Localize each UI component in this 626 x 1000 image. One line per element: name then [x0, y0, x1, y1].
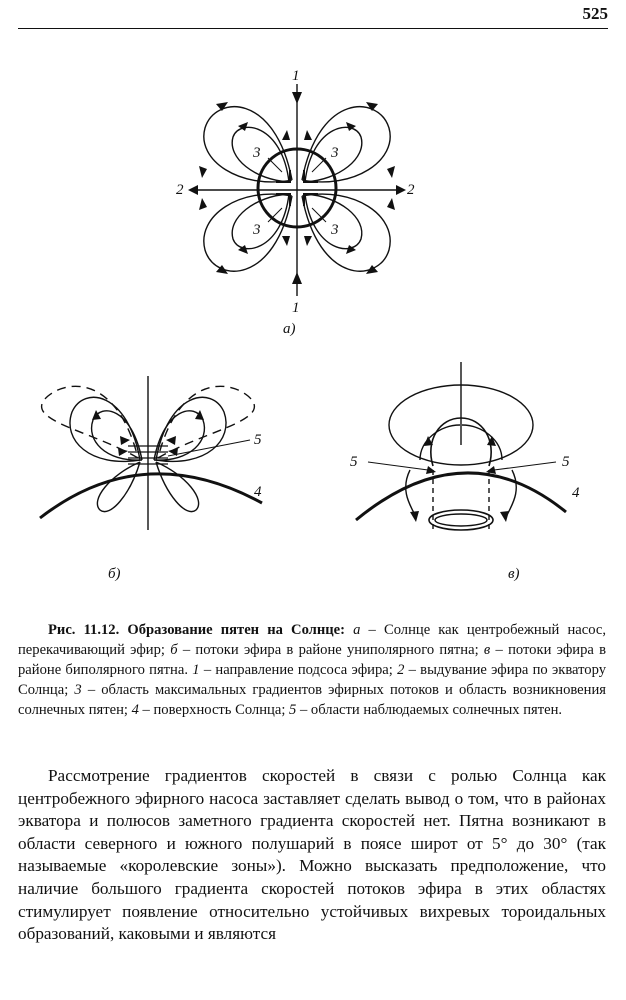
- figure-caption: [18, 620, 606, 720]
- panel-label-b: б): [108, 566, 121, 582]
- label-3-br: 3: [331, 222, 339, 238]
- panel-b-diagram: [40, 376, 262, 530]
- caption-key: 5: [289, 702, 297, 718]
- label-2-left: 2: [176, 182, 184, 198]
- panel-label-a: а): [283, 321, 296, 337]
- loop-right-low: [156, 462, 199, 512]
- label-3-tr: 3: [331, 145, 339, 161]
- caption-text: – выдувание эфира по экватору Солнца;: [18, 662, 607, 698]
- panel-label-c: в): [508, 566, 520, 582]
- body-paragraph: Рассмотрение градиентов скоростей в связи с ролью Солнца как центробежного эфирного насоса заставляет сделать вывод о том, что в районах экватора и полюсов заметного градиента скоростей нет. Пятна возникают в области северного и южного полушарий в поясе широт от 5° до 30° (так называемые «королевские зоны»). Можно высказать предположение, что наличие большого градиента скоростей потоков эфира в этих областях стимулирует появление относительно устойчивых вихревых тороидальных образований, каковыми и являются: [18, 766, 606, 944]
- caption-text: – область максимальных градиентов эфирных потоков и область возникновения солнечных пятен;: [18, 682, 606, 718]
- caption-text: – потоки эфира в районе биполярного пятна.: [18, 642, 607, 678]
- outer-loop-bl: [204, 194, 292, 271]
- caption-key: а: [353, 622, 361, 638]
- caption-key: 3: [74, 682, 82, 698]
- outer-loop-tr: [302, 107, 390, 182]
- panel-c-diagram: [356, 362, 566, 530]
- caption-key: в: [483, 642, 491, 658]
- label-5-c-left: 5: [350, 454, 358, 470]
- caption-text: – поверхность Солнца;: [138, 702, 290, 718]
- label-5-b: 5: [254, 432, 262, 448]
- label-1-top: 1: [292, 68, 300, 84]
- loop-left-low: [97, 462, 140, 512]
- caption-label: Рис. 11.12. Образование пятен на Солнце:: [48, 622, 346, 638]
- label-4-c: 4: [572, 485, 580, 501]
- caption-key: 1: [192, 662, 200, 678]
- caption-key: 4: [131, 702, 139, 718]
- caption-text: – направление подсоса эфира;: [199, 662, 398, 678]
- label-4-b: 4: [254, 484, 262, 500]
- caption-key: 2: [397, 662, 405, 678]
- label-2-right: 2: [407, 182, 415, 198]
- label-3-tl: 3: [253, 145, 261, 161]
- caption-text: – потоки эфира в районе униполярного пятна;: [177, 642, 484, 658]
- label-1-bottom: 1: [292, 300, 300, 316]
- caption-text: – Солнце как центробежный насос, перекачивающий эфир;: [18, 622, 606, 658]
- sun-surface-b: [40, 474, 262, 518]
- page-number: 525: [582, 4, 608, 23]
- caption-text: – области наблюдаемых солнечных пятен.: [296, 702, 563, 718]
- panel-a-diagram: [188, 84, 406, 296]
- outer-loop-tl: [204, 107, 292, 182]
- label-5-c-right: 5: [562, 454, 570, 470]
- outer-loop-br: [302, 194, 390, 271]
- caption-key: б: [170, 642, 178, 658]
- sun-surface-c: [356, 473, 566, 520]
- label-3-bl: 3: [253, 222, 261, 238]
